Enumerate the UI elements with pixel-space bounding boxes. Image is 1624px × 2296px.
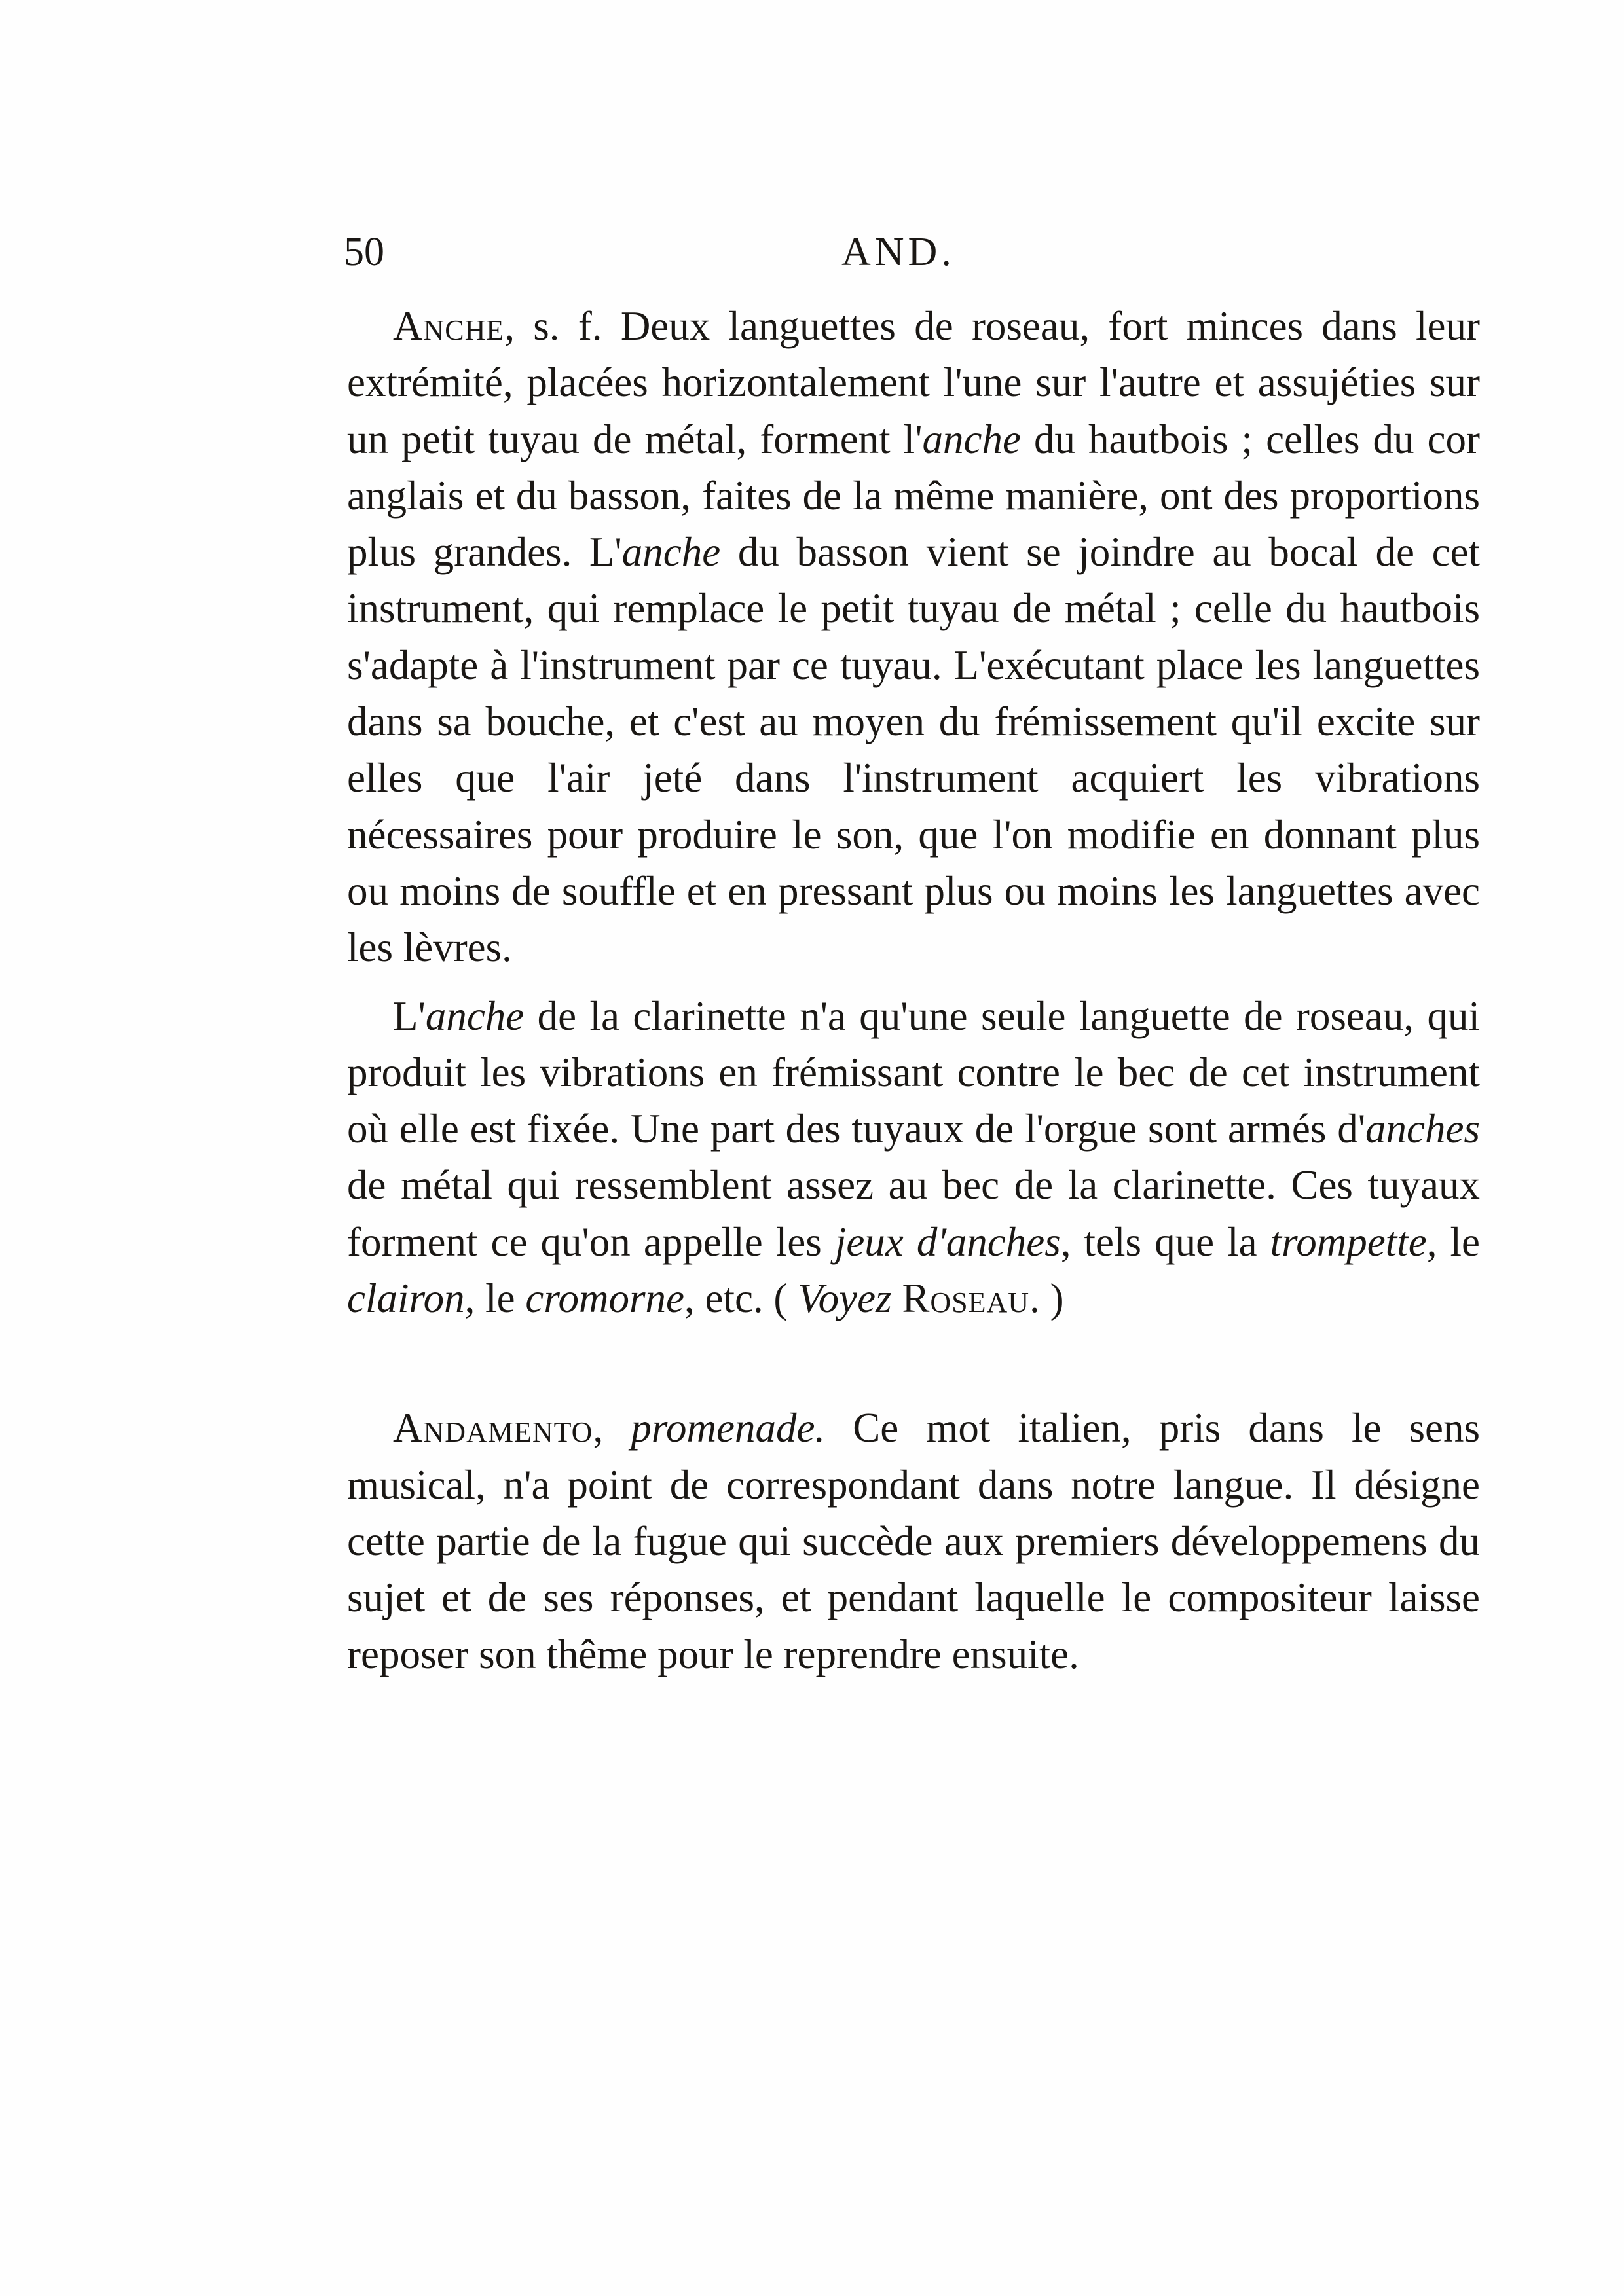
entry-text: Ce mot italien, pris dans le sens musical, n'a point de correspondant dans notre langue. Il désigne cette partie de la fugue qui succède aux premiers développemens du sujet et de ses réponses, et pendant laquelle le compositeur laisse reposer son thême pour le reprendre ensuite. <box>347 1405 1481 1677</box>
page-number: 50 <box>344 230 384 274</box>
entry-text: du hautbois ; celles du cor anglais et du basson, faites de la même manière, ont des proportions plus grandes. L' <box>347 416 1480 575</box>
entry-text: , le <box>464 1275 526 1322</box>
italic-term: cromorne <box>525 1275 684 1322</box>
italic-term: anche <box>922 416 1021 462</box>
entry-text: , etc. ( <box>684 1275 798 1322</box>
italic-term: trompette <box>1270 1218 1427 1265</box>
entry-anche <box>347 298 1480 976</box>
headword-anche: Anche <box>393 303 505 349</box>
entry-anche-continued <box>347 988 1480 1327</box>
page-header <box>344 226 1483 278</box>
italic-term: anches <box>1365 1106 1480 1152</box>
headword-andamento: Andamento <box>393 1405 593 1451</box>
italic-term: clairon <box>347 1275 465 1322</box>
body-text <box>347 298 1480 1683</box>
entry-andamento <box>347 1400 1480 1682</box>
entry-text: , <box>593 1405 631 1451</box>
entry-text: . ) <box>1029 1275 1064 1322</box>
entry-text: de métal qui ressemblent assez au bec de la clarinette. Ces tuyaux forment ce qu'on appelle les <box>347 1162 1480 1265</box>
entry-text: , s. f. Deux languettes de roseau, fort minces dans leur extrémité, placées horizontalement l'une sur l'autre et assujéties sur un petit tuyau de métal, forment l' <box>347 303 1480 462</box>
italic-term: promenade. <box>631 1405 826 1451</box>
entry-text: L' <box>393 993 426 1039</box>
italic-term: anche <box>425 993 525 1039</box>
running-head: AND. <box>841 230 955 274</box>
entry-text: du basson vient se joindre au bocal de cet instrument, qui remplace le petit tuyau de métal ; celle du hautbois s'adapte à l'instrument par ce tuyau. L'exécutant place les languettes dans sa bouche, et c'est au moyen du frémissement qu'il excite sur elles que l'air jeté dans l'instrument acquiert les vibrations nécessaires pour produire le son, que l'on modifie en donnant plus ou moins de souffle et en pressant plus ou moins les languettes avec les lèvres. <box>347 529 1480 971</box>
italic-term: jeux d'anches <box>834 1218 1061 1265</box>
italic-term: anche <box>621 529 721 575</box>
entry-text: , le <box>1426 1218 1481 1265</box>
entry-text <box>892 1275 902 1321</box>
entry-text: de la clarinette n'a qu'une seule languette de roseau, qui produit les vibrations en frémissant contre le bec de cet instrument où elle est fixée. Une part des tuyaux de l'orgue sont armés d' <box>347 993 1480 1152</box>
entry-text: , tels que la <box>1060 1218 1270 1265</box>
cross-reference: Roseau <box>902 1275 1030 1322</box>
italic-term: Voyez <box>798 1275 892 1322</box>
